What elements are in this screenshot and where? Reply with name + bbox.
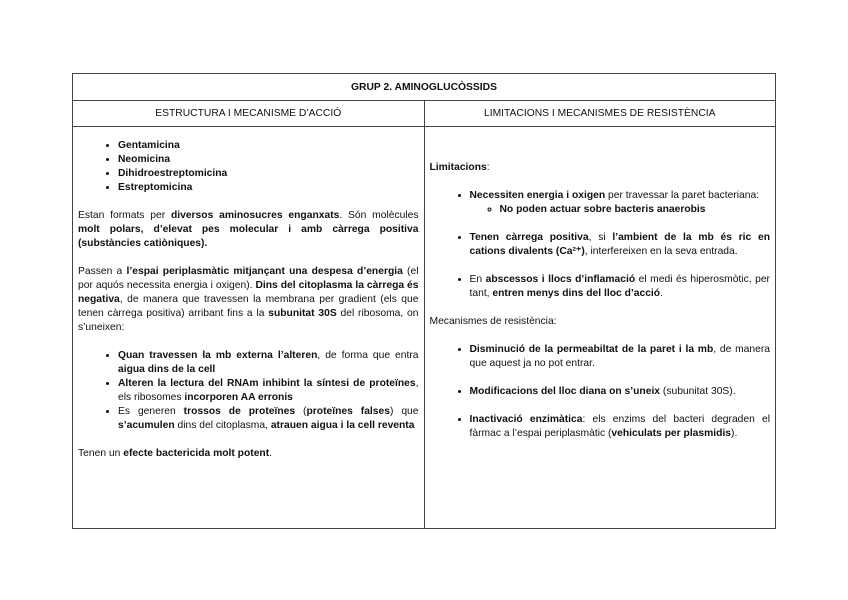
limitation-item [470,273,771,301]
bold-text: Inactivació enzimàtica [469,414,583,425]
header-row [73,101,775,127]
bold-text: Neomicina [118,154,171,165]
bold-text: Dins del citoplasma la càrrega és negativa [78,280,419,305]
drug-item [118,139,419,153]
header-structure: ESTRUCTURA I MECANISME D’ACCIÓ [73,101,425,126]
effect-item [118,349,419,377]
text: ( [295,406,307,417]
text: En [469,274,486,285]
sub-list [470,203,771,217]
bold-text: s’acumulen [118,420,175,431]
bold-text: l’espai periplasmàtic mitjançant una despesa d’energia [126,266,403,277]
text: . [660,288,663,299]
content-row [73,127,775,528]
bold-text: proteïnes falses [306,406,390,417]
mechanism-paragraph [78,265,419,335]
bold-text: No poden actuar sobre bacteris anaerobis [499,204,706,215]
effect-item [118,377,419,405]
bold-text: atrauen aigua i la cell reventa [270,420,415,431]
limitations-label [430,161,771,175]
bold-text: Limitacions [429,162,487,173]
limitations-cell [425,127,776,528]
bold-text: Dihidroestreptomicina [118,168,228,179]
bold-text: Estreptomicina [118,182,193,193]
resistance-item [470,343,771,371]
bold-text: efecte bactericida molt potent [123,448,270,459]
text: Mecanismes de resistència: [429,316,557,327]
resistance-item [470,413,771,441]
bold-text: diversos aminosucres enganxats [170,210,340,221]
text: : [486,162,490,173]
table-title-row [73,74,775,101]
text: , els ribosomes [118,378,419,403]
resistance-item [470,385,771,399]
bold-text: Tenen càrrega positiva [469,232,589,243]
text: . [269,448,273,459]
text: (el por aquós necessita energia i oxigen). [78,266,419,291]
bold-text: Alteren la lectura del RNAm inhibint la síntesi de proteïnes [118,378,416,389]
limitation-item [470,189,771,217]
limitations-list [430,189,771,301]
bold-text: abscessos i llocs d’inflamació [485,274,636,285]
effects-list [78,349,419,433]
text: , de manera que travessen la membrana per gradient (els que tenen càrrega positiva) arribant fins a la [78,294,419,319]
bold-text: entren menys dins del lloc d’acció [492,288,661,299]
aminoglycosides-table [72,73,776,529]
resistance-label [430,315,771,329]
bactericidal-paragraph [78,447,419,461]
text: Tenen un [78,448,124,459]
text: Passen a [78,266,127,277]
bold-text: Disminució de la permeabiltat de la paret i la mb [469,344,714,355]
text: , interfereixen en la seva entrada. [584,246,738,257]
bold-text: l’ambient de la mb és ric en cations divalents (Ca²⁺) [469,232,770,257]
drug-item [118,167,419,181]
bold-text: vehiculats per plasmidis [611,428,732,439]
text: , de manera que aquest ja no pot entrar. [469,344,770,369]
bold-text: incorporen AA erronis [184,392,293,403]
bold-text: subunitat 30S [268,308,337,319]
text: (subunitat 30S). [660,386,736,397]
structure-paragraph [78,209,419,251]
text: ). [731,428,738,439]
text: , si [588,232,613,243]
table-title: GRUP 2. AMINOGLUCÒSSIDS [351,81,497,93]
bold-text: Gentamicina [118,140,180,151]
text: del ribosoma, on s’uneixen: [78,308,419,333]
bold-text: molt polars, d’elevat pes molecular i amb càrrega positiva (substàncies catiòniques). [78,224,419,249]
bold-text: Modificacions del lloc diana on s’uneix [469,386,661,397]
text: dins del citoplasma, [174,420,271,431]
bold-text: aigua dins de la cell [118,364,216,375]
bold-text: trossos de proteïnes [183,406,296,417]
limitation-item [470,231,771,259]
text: . Són molècules [339,210,419,221]
bold-text: Necessiten energia i oxigen [469,190,606,201]
resistance-list [430,343,771,441]
sub-item [500,203,771,217]
drug-list [78,139,419,195]
text: el medi és hiperosmòtic, per tant, [469,274,770,299]
drug-item [118,181,419,195]
bold-text: Quan travessen la mb externa l’alteren [118,350,318,361]
text: Estan formats per [78,210,171,221]
text: ) que [389,406,419,417]
structure-cell [73,127,425,528]
text: Es generen [118,406,184,417]
text: , de forma que entra [317,350,419,361]
text: : els enzims del bacteri degraden el fàrmac a l’espai periplasmàtic ( [469,414,770,439]
header-limitations: LIMITACIONS I MECANISMES DE RESISTÈNCIA [483,108,716,119]
text: per travessar la paret bacteriana: [605,190,760,201]
drug-item [118,153,419,167]
effect-item [118,405,419,433]
